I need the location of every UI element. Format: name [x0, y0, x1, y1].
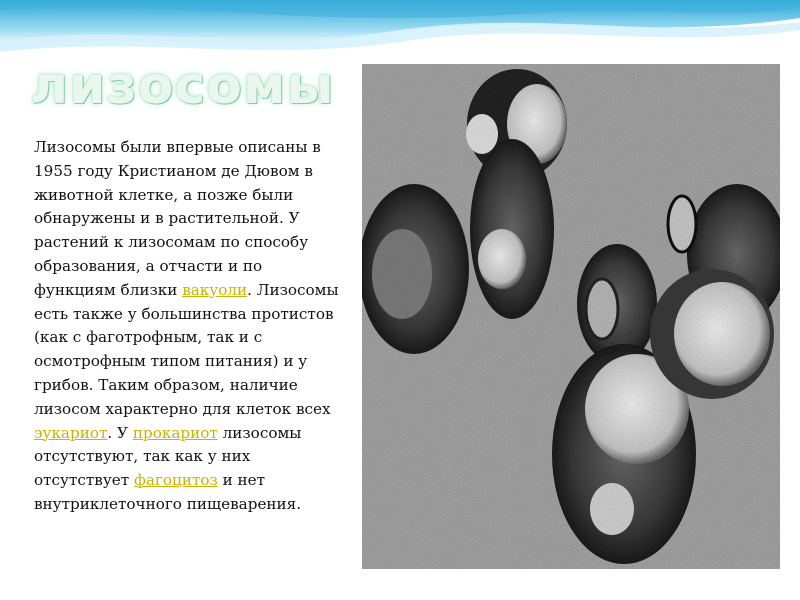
- text-part-5: и нет внутриклеточного пищеварения.: [34, 471, 302, 513]
- link-prokaryotes[interactable]: прокариот: [132, 423, 218, 442]
- text-part-2: . Лизосомы есть также у большинства протистов (как с фаготрофным, так и с осмотрофным типом питания) и у грибов. Таким образом, наличие лизосом характерно для клеток всех: [34, 280, 339, 418]
- lysosome-micrograph: [362, 64, 780, 569]
- link-vacuoles[interactable]: вакуоли: [182, 280, 248, 299]
- link-eukaryotes[interactable]: эукариот: [34, 423, 108, 442]
- text-part-3: . У: [107, 423, 133, 442]
- text-part-1: Лизосомы были впервые описаны в 1955 году Кристианом де Дювом в животной клетке, а позже были обнаружены и в растительной. У растений к лизосомам по способу образования, а отчасти и по функциям близки: [34, 138, 321, 299]
- link-phagocytosis[interactable]: фагоцитоз: [134, 471, 218, 490]
- text-part-4: лизосомы отсутствуют, так как у них отсутствует: [34, 423, 302, 490]
- body-paragraph: [34, 136, 344, 517]
- slide-title: лизосомы: [30, 56, 335, 116]
